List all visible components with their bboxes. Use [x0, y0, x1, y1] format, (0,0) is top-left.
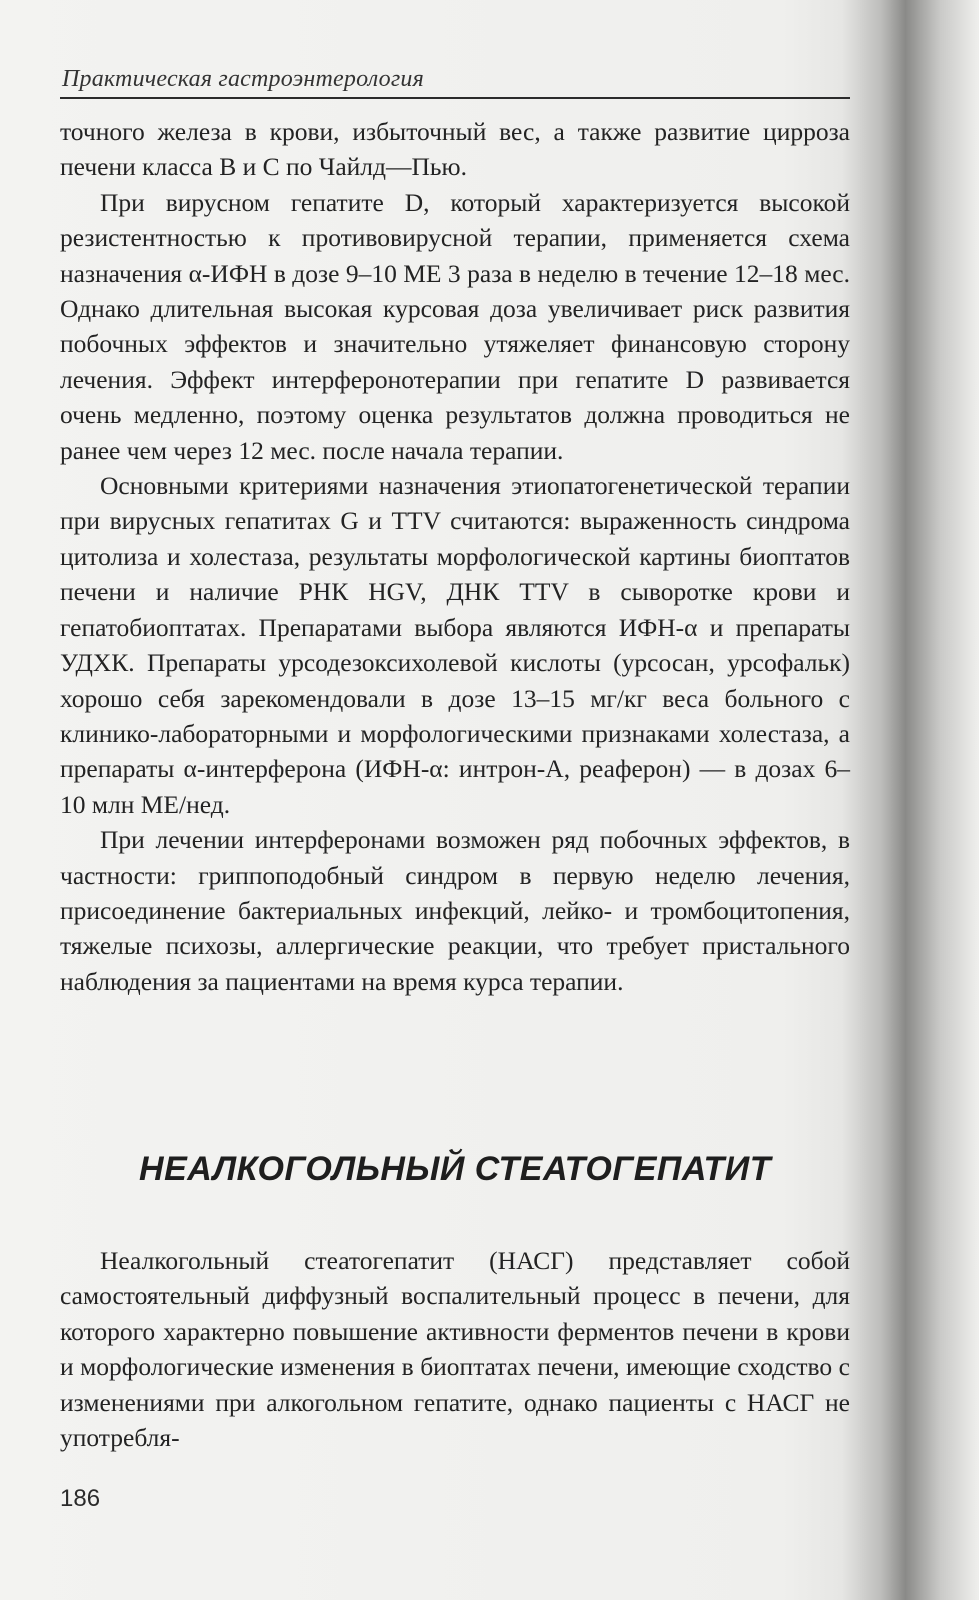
- page-number: 186: [60, 1485, 101, 1512]
- header-rule: [60, 97, 850, 99]
- section-heading: НЕАЛКОГОЛЬНЫЙ СТЕАТОГЕПАТИТ: [139, 1150, 771, 1188]
- paragraph-side-effects: При лечении интерферонами возможен ряд побочных эффектов, в частности: гриппоподобный синдром в первую неделю лечения, присоединение бактериальных инфекций, лейко- и тромбоцитопения, тяжелые психозы, аллергические реакции, что требует пристального наблюдения за пациентами на время курса терапии.: [60, 825, 850, 996]
- paragraph-hepatitis-d: При вирусном гепатите D, который характеризуется высокой резистентностью к противовирусной терапии, применяется схема назначения α-ИФН в дозе 9–10 МЕ 3 раза в неделю в течение 12–18 мес. Однако длительная высокая курсовая доза увеличивает риск развития побочных эффектов и значительно утяжеляет финансовую сторону лечения. Эффект интерферонотерапии при гепатите D развивается очень медленно, поэтому оценка результатов должна проводиться не ранее чем через 12 мес. после начала терапии.: [60, 187, 850, 465]
- body-text-block-1: [60, 114, 850, 999]
- running-head: Практическая гастроэнтерология: [62, 66, 424, 92]
- body-text-block-2: [60, 1243, 850, 1455]
- paragraph-continuation: точного железа в крови, избыточный вес, а также развитие цирроза печени класса В и С по Чайлд—Пью.: [60, 117, 850, 182]
- paragraph-hepatitis-g-ttv: Основными критериями назначения этиопатогенетической терапии при вирусных гепатитах G и TTV считаются: выраженность синдрома цитолиза и холестаза, результаты морфологической картины биоптатов печени и наличие РНК HGV, ДНК TTV в сыворотке крови и гепатобиоптатах. Препаратами выбора являются ИФН-α и препараты УДХК. Препараты урсодезоксихолевой кислоты (урсосан, урсофальк) хорошо себя зарекомендовали в дозе 13–15 мг/кг веса больного с клинико-лабораторными и морфологическими признаками холестаза, а препараты α-интерферона (ИФН-α: интрон-А, реаферон) — в дозах 6–10 млн МЕ/нед.: [60, 471, 850, 819]
- paragraph-nash-definition: Неалкогольный стеатогепатит (НАСГ) представляет собой самостоятельный диффузный воспалительный процесс в печени, для которого характерно повышение активности ферментов печени в крови и морфологические изменения в биоптатах печени, имеющие сходство с изменениями при алкогольном гепатите, однако пациенты с НАСГ не употребля-: [60, 1246, 850, 1453]
